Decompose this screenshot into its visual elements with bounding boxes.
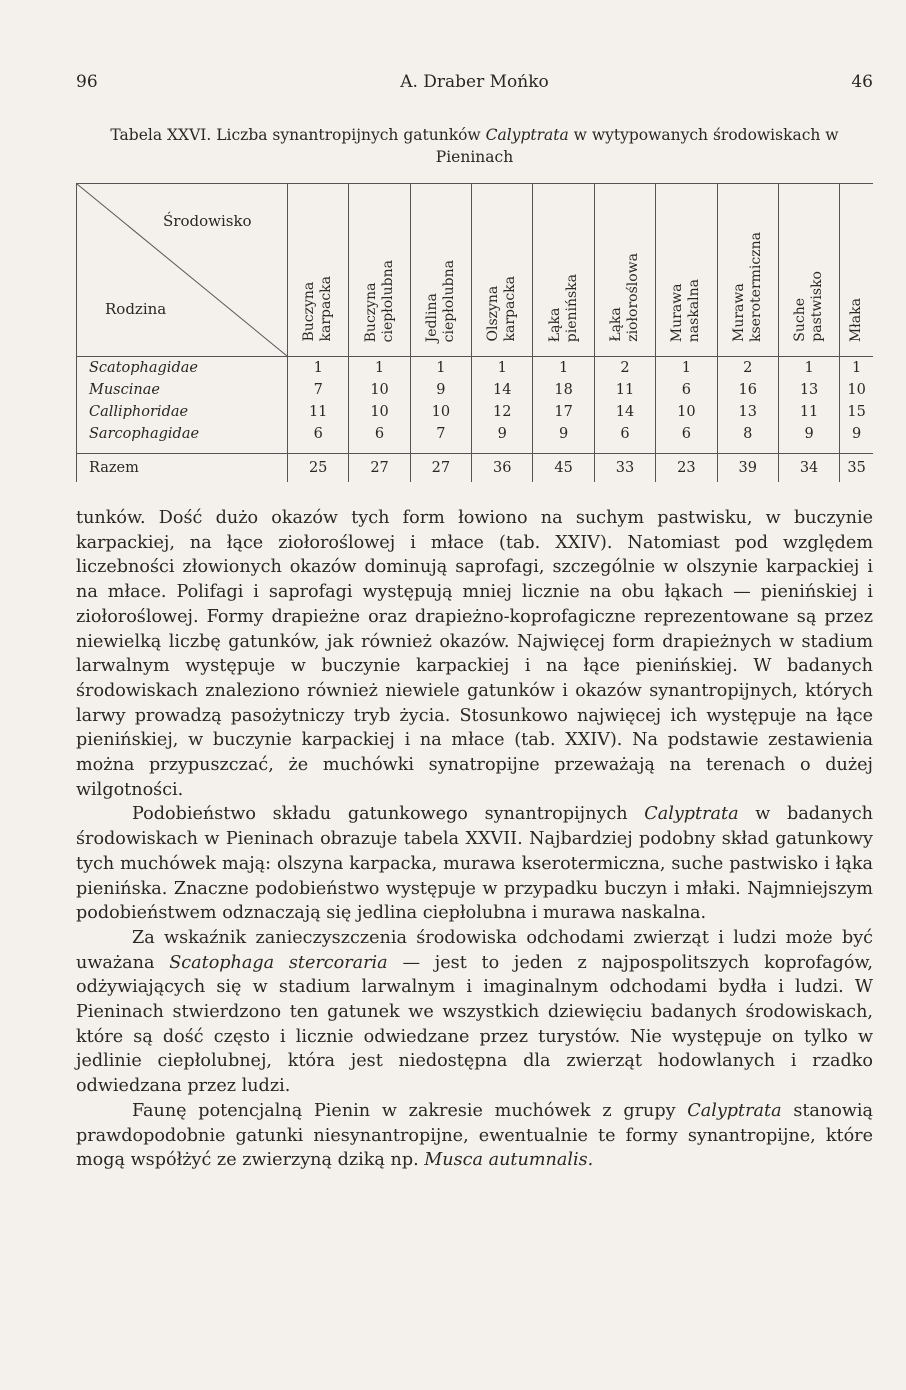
total-cell: 23 bbox=[656, 454, 717, 483]
table-row bbox=[77, 357, 874, 380]
column-header: Suche pastwisko bbox=[778, 184, 839, 357]
total-cell: 25 bbox=[288, 454, 349, 483]
column-header: Łąka pienińska bbox=[533, 184, 594, 357]
table-cell: 10 bbox=[840, 379, 873, 401]
table-cell: 2 bbox=[594, 357, 655, 380]
column-header: Młaka bbox=[840, 184, 873, 357]
table-cell: 9 bbox=[472, 423, 533, 445]
table-cell: 1 bbox=[349, 357, 410, 380]
table-cell: 1 bbox=[410, 357, 471, 380]
table-row bbox=[77, 401, 874, 423]
table-cell: 15 bbox=[840, 401, 873, 423]
table-row bbox=[77, 423, 874, 445]
table-row bbox=[77, 379, 874, 401]
total-cell: 39 bbox=[717, 454, 778, 483]
column-header: Murawa naskalna bbox=[656, 184, 717, 357]
paragraph: Podobieństwo składu gatunkowego synantropijnych Calyptrata w badanych środowiskach w Pieninach obrazuje tabela XXVII. Najbardziej podobny skład gatunkowy tych muchówek mają: olszyna karpacka, murawa kserotermiczna, suche pastwisko i łąka pienińska. Znaczne podobieństwo występuje w przypadku buczyn i młaki. Najmniejszym podobieństwem odznaczają się jedlina ciepłolubna i murawa naskalna. bbox=[76, 804, 874, 924]
corner-family-label: Rodzina bbox=[105, 300, 167, 318]
table-cell: 13 bbox=[778, 379, 839, 401]
table-cell: 1 bbox=[840, 357, 873, 380]
column-header: Łąka ziołoroślowa bbox=[594, 184, 655, 357]
row-family: Calliphoridae bbox=[77, 401, 288, 423]
table-cell: 7 bbox=[410, 423, 471, 445]
paragraph: Faunę potencjalną Pienin w zakresie muchówek z grupy Calyptrata stanowią prawdopodobnie gatunki niesynantropijne, ewentualnie te formy synantropijne, które mogą współżyć ze zwierzyną dziką np. Musca autumnalis. bbox=[76, 1100, 873, 1171]
column-header: Murawa kserotermiczna bbox=[717, 184, 778, 357]
table-cell: 13 bbox=[717, 401, 778, 423]
table-cell: 10 bbox=[410, 401, 471, 423]
total-cell: 36 bbox=[472, 454, 533, 483]
column-header: Jedlina ciepłolubna bbox=[410, 184, 471, 357]
row-family: Scatophagidae bbox=[77, 357, 288, 380]
table-cell: 6 bbox=[656, 423, 717, 445]
table-cell: 6 bbox=[594, 423, 655, 445]
taxon-name: Calyptrata bbox=[687, 1100, 782, 1121]
caption-prefix: Tabela XXVI. Liczba synantropijnych gatunków bbox=[110, 126, 481, 144]
body-text bbox=[76, 506, 873, 1173]
corner-diagonal bbox=[77, 184, 287, 356]
table-cell: 16 bbox=[717, 379, 778, 401]
table-cell: 1 bbox=[778, 357, 839, 380]
table-cell: 10 bbox=[656, 401, 717, 423]
table-cell: 11 bbox=[778, 401, 839, 423]
species-count-table bbox=[76, 183, 873, 482]
page-number-left: 96 bbox=[76, 72, 98, 92]
table-cell: 9 bbox=[840, 423, 873, 445]
table-cell: 11 bbox=[288, 401, 349, 423]
total-cell: 35 bbox=[840, 454, 873, 483]
total-cell: 27 bbox=[410, 454, 471, 483]
column-header: Buczyna karpacka bbox=[288, 184, 349, 357]
table-cell: 14 bbox=[594, 401, 655, 423]
caption-taxon: Calyptrata bbox=[485, 126, 569, 144]
table-cell: 18 bbox=[533, 379, 594, 401]
table-cell: 9 bbox=[778, 423, 839, 445]
caption-suffix: w wytypowanych środowiskach w Pieninach bbox=[435, 126, 839, 166]
corner-environment-label: Środowisko bbox=[163, 212, 252, 230]
table-cell: 14 bbox=[472, 379, 533, 401]
species-name: Musca autumnalis. bbox=[424, 1150, 594, 1171]
paragraph: tunków. Dość dużo okazów tych form łowiono na suchym pastwisku, w buczynie karpackiej, na łące ziołoroślowej i młace (tab. XXIV). Natomiast pod względem liczebności złowionych okazów dominują saprofagi, szczególnie w olszynie karpackiej i na młace. Polifagi i saprofagi występują mniej licznie na obu łąkach — pienińskiej i ziołoroślowej. Formy drapieżne oraz drapieżno-koprofagiczne reprezentowane są przez niewielką liczbę gatunków, jak również okazów. Najwięcej form drapieżnych w stadium larwalnym występuje w buczynie karpackiej i na łące pienińskiej. W badanych środowiskach znaleziono również niewiele gatunków i okazów synantropijnych, których larwy prowadzą pasożytniczy tryb życia. Stosunkowo najwięcej ich występuje na łące pienińskiej, w buczynie karpackiej i na młace (tab. XXIV). Na podstawie zestawienia można przypuszczać, że muchówki synatropijne przeważają na terenach o dużej wilgotności. bbox=[76, 508, 873, 800]
table-cell: 11 bbox=[594, 379, 655, 401]
total-label: Razem bbox=[77, 454, 288, 483]
table-cell: 1 bbox=[656, 357, 717, 380]
table-caption bbox=[76, 124, 873, 168]
table-cell: 6 bbox=[656, 379, 717, 401]
table-cell: 6 bbox=[349, 423, 410, 445]
table-cell: 10 bbox=[349, 401, 410, 423]
table-cell: 1 bbox=[472, 357, 533, 380]
row-family: Sarcophagidae bbox=[77, 423, 288, 445]
total-cell: 33 bbox=[594, 454, 655, 483]
column-header: Olszyna karpacka bbox=[472, 184, 533, 357]
table-cell: 9 bbox=[410, 379, 471, 401]
total-cell: 27 bbox=[349, 454, 410, 483]
table-cell: 1 bbox=[533, 357, 594, 380]
paragraph: Za wskaźnik zanieczyszczenia środowiska odchodami zwierząt i ludzi może być uważana Scatophaga stercoraria — jest to jeden z najpospolitszych koprofagów, odżywiających się w stadium larwalnym i imaginalnym odchodami bydła i ludzi. W Pieninach stwierdzono ten gatunek we wszystkich dziewięciu badanych środowiskach, które są dość często i licznie odwiedzane przez turystów. Nie występuje on tylko w jedlinie ciepłolubnej, która jest niedostępna dla zwierząt hodowlanych i rzadko odwiedzana przez ludzi. bbox=[76, 927, 874, 1097]
table-header-row bbox=[77, 184, 874, 357]
table-total-row bbox=[77, 454, 874, 483]
table-corner-cell bbox=[77, 184, 288, 357]
table-cell: 2 bbox=[717, 357, 778, 380]
taxon-name: Calyptrata bbox=[644, 804, 739, 825]
table-cell: 7 bbox=[288, 379, 349, 401]
table-cell: 17 bbox=[533, 401, 594, 423]
species-name: Scatophaga stercoraria bbox=[169, 952, 388, 973]
table-cell: 10 bbox=[349, 379, 410, 401]
running-header bbox=[76, 72, 873, 96]
total-cell: 34 bbox=[778, 454, 839, 483]
total-cell: 45 bbox=[533, 454, 594, 483]
table-cell: 9 bbox=[533, 423, 594, 445]
running-author: A. Draber Mońko bbox=[400, 72, 549, 92]
page-number-right: 46 bbox=[851, 72, 873, 92]
table-cell: 6 bbox=[288, 423, 349, 445]
column-header: Buczyna ciepłolubna bbox=[349, 184, 410, 357]
table-cell: 8 bbox=[717, 423, 778, 445]
table-cell: 12 bbox=[472, 401, 533, 423]
table-cell: 1 bbox=[288, 357, 349, 380]
row-family: Muscinae bbox=[77, 379, 288, 401]
table-spacer-row bbox=[77, 445, 874, 454]
